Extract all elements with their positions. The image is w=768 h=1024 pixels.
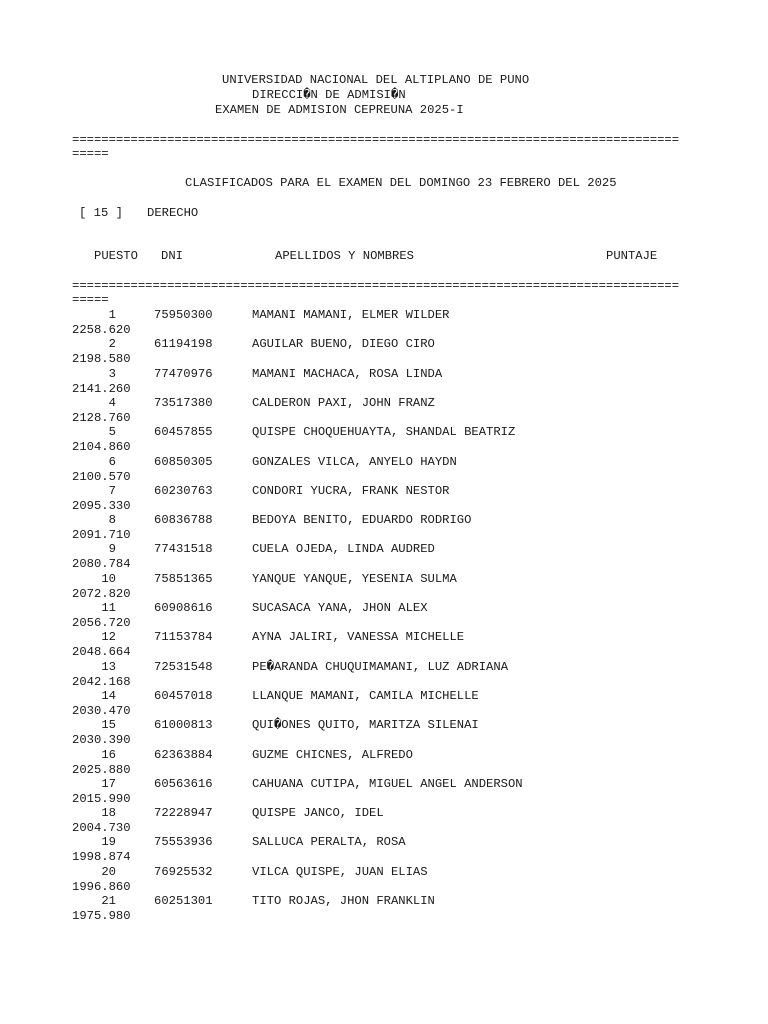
dni-value: 61194198 (154, 337, 213, 351)
dni-value: 77470976 (154, 367, 213, 381)
column-header-score: PUNTAJE (606, 249, 658, 263)
dni-value: 75950300 (154, 308, 213, 322)
column-header-name: APELLIDOS Y NOMBRES (275, 249, 414, 263)
score-value: 2030.470 (72, 704, 131, 718)
separator-line: =================================================================================== (72, 279, 680, 293)
rank-value: 6 (108, 455, 116, 469)
rank-value: 10 (101, 572, 116, 586)
rank-value: 2 (108, 337, 116, 351)
program-code: [ 15 ] (79, 206, 123, 220)
dni-value: 71153784 (154, 630, 213, 644)
full-name: MAMANI MACHACA, ROSA LINDA (252, 367, 443, 381)
dni-value: 60836788 (154, 513, 213, 527)
dni-value: 60230763 (154, 484, 213, 498)
full-name: GONZALES VILCA, ANYELO HAYDN (252, 455, 457, 469)
score-value: 2198.580 (72, 352, 131, 366)
full-name: CALDERON PAXI, JOHN FRANZ (252, 396, 435, 410)
full-name: BEDOYA BENITO, EDUARDO RODRIGO (252, 513, 472, 527)
full-name: CONDORI YUCRA, FRANK NESTOR (252, 484, 450, 498)
score-value: 2056.720 (72, 616, 131, 630)
dni-value: 73517380 (154, 396, 213, 410)
score-value: 2091.710 (72, 528, 131, 542)
rank-value: 17 (101, 777, 116, 791)
subtitle: CLASIFICADOS PARA EL EXAMEN DEL DOMINGO 23 FEBRERO DEL 2025 (185, 176, 617, 190)
full-name: GUZME CHICNES, ALFREDO (252, 748, 413, 762)
dni-value: 72531548 (154, 660, 213, 674)
separator-tail: ===== (72, 147, 109, 161)
column-header-dni: DNI (161, 249, 183, 263)
rank-value: 21 (101, 894, 116, 908)
rank-value: 19 (101, 835, 116, 849)
program-name: DERECHO (147, 206, 199, 220)
rank-value: 18 (101, 806, 116, 820)
rank-value: 16 (101, 748, 116, 762)
score-value: 2072.820 (72, 587, 131, 601)
full-name: MAMANI MAMANI, ELMER WILDER (252, 308, 450, 322)
dni-value: 60251301 (154, 894, 213, 908)
score-value: 1998.874 (72, 850, 131, 864)
exam-title: EXAMEN DE ADMISION CEPREUNA 2025-I (215, 103, 464, 117)
rank-value: 1 (108, 308, 116, 322)
score-value: 2104.860 (72, 440, 131, 454)
rank-value: 11 (101, 601, 116, 615)
dni-value: 60457855 (154, 425, 213, 439)
university-title: UNIVERSIDAD NACIONAL DEL ALTIPLANO DE PUNO (222, 73, 530, 87)
full-name: SUCASACA YANA, JHON ALEX (252, 601, 428, 615)
dni-value: 77431518 (154, 542, 213, 556)
full-name: QUISPE JANCO, IDEL (252, 806, 384, 820)
score-value: 1975.980 (72, 909, 131, 923)
full-name: VILCA QUISPE, JUAN ELIAS (252, 865, 428, 879)
score-value: 2025.880 (72, 763, 131, 777)
rank-value: 20 (101, 865, 116, 879)
rank-value: 5 (108, 425, 116, 439)
dni-value: 60850305 (154, 455, 213, 469)
rank-value: 14 (101, 689, 116, 703)
score-value: 2128.760 (72, 411, 131, 425)
score-value: 2258.620 (72, 323, 131, 337)
score-value: 2080.784 (72, 557, 131, 571)
rank-value: 4 (108, 396, 116, 410)
full-name: YANQUE YANQUE, YESENIA SULMA (252, 572, 457, 586)
full-name: LLANQUE MAMANI, CAMILA MICHELLE (252, 689, 479, 703)
separator-line: =================================================================================== (72, 133, 680, 147)
score-value: 2141.260 (72, 382, 131, 396)
dni-value: 61000813 (154, 718, 213, 732)
rank-value: 3 (108, 367, 116, 381)
full-name: TITO ROJAS, JHON FRANKLIN (252, 894, 435, 908)
direction-title: DIRECCI�N DE ADMISI�N (252, 88, 406, 102)
score-value: 2030.390 (72, 733, 131, 747)
full-name: QUISPE CHOQUEHUAYTA, SHANDAL BEATRIZ (252, 425, 516, 439)
rank-value: 15 (101, 718, 116, 732)
score-value: 2100.570 (72, 470, 131, 484)
rank-value: 9 (108, 542, 116, 556)
score-value: 1996.860 (72, 880, 131, 894)
score-value: 2004.730 (72, 821, 131, 835)
dni-value: 60457018 (154, 689, 213, 703)
full-name: AYNA JALIRI, VANESSA MICHELLE (252, 630, 465, 644)
score-value: 2042.168 (72, 675, 131, 689)
dni-value: 60563616 (154, 777, 213, 791)
score-value: 2095.330 (72, 499, 131, 513)
full-name: CUELA OJEDA, LINDA AUDRED (252, 542, 435, 556)
column-header-rank: PUESTO (94, 249, 138, 263)
full-name: CAHUANA CUTIPA, MIGUEL ANGEL ANDERSON (252, 777, 523, 791)
score-value: 2015.990 (72, 792, 131, 806)
separator-tail: ===== (72, 293, 109, 307)
rank-value: 12 (101, 630, 116, 644)
full-name: PE�ARANDA CHUQUIMAMANI, LUZ ADRIANA (252, 660, 509, 674)
rank-value: 8 (108, 513, 116, 527)
rank-value: 13 (101, 660, 116, 674)
dni-value: 62363884 (154, 748, 213, 762)
dni-value: 75851365 (154, 572, 213, 586)
rank-value: 7 (108, 484, 116, 498)
dni-value: 60908616 (154, 601, 213, 615)
full-name: SALLUCA PERALTA, ROSA (252, 835, 406, 849)
score-value: 2048.664 (72, 645, 131, 659)
dni-value: 76925532 (154, 865, 213, 879)
full-name: AGUILAR BUENO, DIEGO CIRO (252, 337, 435, 351)
full-name: QUI�ONES QUITO, MARITZA SILENAI (252, 718, 479, 732)
dni-value: 75553936 (154, 835, 213, 849)
dni-value: 72228947 (154, 806, 213, 820)
